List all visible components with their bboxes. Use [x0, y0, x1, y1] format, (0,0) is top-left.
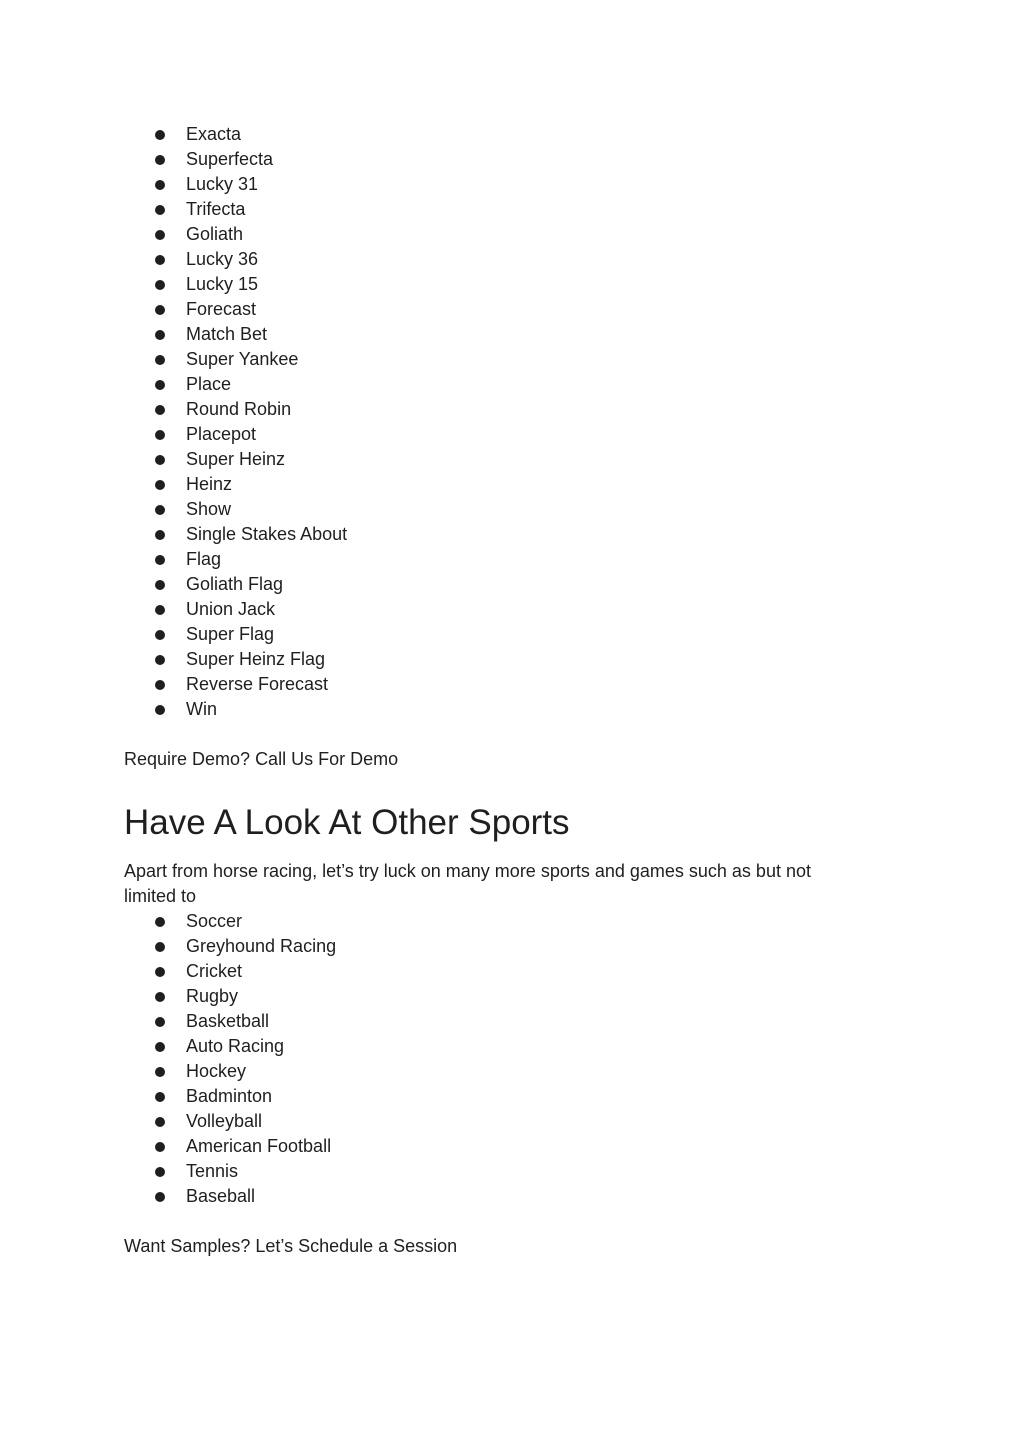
- list-item: American Football: [124, 1134, 884, 1159]
- intro-paragraph: Apart from horse racing, let’s try luck on many more sports and games such as but not limited to: [124, 861, 811, 906]
- bullet-icon: [155, 255, 165, 265]
- list-item: Union Jack: [124, 597, 884, 622]
- list-item: Place: [124, 372, 884, 397]
- samples-cta-text: Want Samples? Let’s Schedule a Session: [124, 1236, 458, 1256]
- bullet-icon: [155, 430, 165, 440]
- list-item: Placepot: [124, 422, 884, 447]
- bullet-icon: [155, 180, 165, 190]
- bullet-icon: [155, 605, 165, 615]
- bullet-icon: [155, 205, 165, 215]
- bullet-icon: [155, 1142, 165, 1152]
- list-item: Cricket: [124, 959, 884, 984]
- demo-cta-text: Require Demo? Call Us For Demo: [124, 749, 399, 769]
- list-item: Volleyball: [124, 1109, 884, 1134]
- bullet-icon: [155, 455, 165, 465]
- list-item: Hockey: [124, 1059, 884, 1084]
- document-page: [124, 122, 884, 1259]
- bullet-icon: [155, 230, 165, 240]
- bullet-icon: [155, 680, 165, 690]
- list-item: Trifecta: [124, 197, 884, 222]
- list-item: Greyhound Racing: [124, 934, 884, 959]
- list-item: Win: [124, 697, 884, 722]
- list-item: Round Robin: [124, 397, 884, 422]
- bullet-icon: [155, 1192, 165, 1202]
- list-item: Super Heinz Flag: [124, 647, 884, 672]
- list-item: Rugby: [124, 984, 884, 1009]
- bullet-icon: [155, 1042, 165, 1052]
- bullet-icon: [155, 330, 165, 340]
- list-item: Auto Racing: [124, 1034, 884, 1059]
- list-item: Lucky 31: [124, 172, 884, 197]
- bullet-icon: [155, 1117, 165, 1127]
- bullet-icon: [155, 1092, 165, 1102]
- bullet-icon: [155, 505, 165, 515]
- list-item: Superfecta: [124, 147, 884, 172]
- list-item: Super Heinz: [124, 447, 884, 472]
- list-item: Super Flag: [124, 622, 884, 647]
- list-item: Reverse Forecast: [124, 672, 884, 697]
- list-item: Lucky 36: [124, 247, 884, 272]
- other-sports-list: [124, 909, 884, 1209]
- bullet-icon: [155, 967, 165, 977]
- bullet-icon: [155, 655, 165, 665]
- list-item: Basketball: [124, 1009, 884, 1034]
- list-item: Soccer: [124, 909, 884, 934]
- list-item: Single Stakes About: [124, 522, 884, 547]
- list-item: Goliath: [124, 222, 884, 247]
- list-item: Goliath Flag: [124, 572, 884, 597]
- list-item: Super Yankee: [124, 347, 884, 372]
- bullet-icon: [155, 580, 165, 590]
- bullet-icon: [155, 155, 165, 165]
- list-item: Tennis: [124, 1159, 884, 1184]
- bullet-icon: [155, 1017, 165, 1027]
- list-item: Lucky 15: [124, 272, 884, 297]
- bullet-icon: [155, 1167, 165, 1177]
- bullet-icon: [155, 280, 165, 290]
- bullet-icon: [155, 405, 165, 415]
- section-heading: Have A Look At Other Sports: [124, 803, 570, 842]
- bullet-icon: [155, 530, 165, 540]
- list-item: Show: [124, 497, 884, 522]
- list-item: Forecast: [124, 297, 884, 322]
- list-item: Match Bet: [124, 322, 884, 347]
- bullet-icon: [155, 942, 165, 952]
- list-item: Flag: [124, 547, 884, 572]
- list-item: Badminton: [124, 1084, 884, 1109]
- bullet-icon: [155, 917, 165, 927]
- bullet-icon: [155, 555, 165, 565]
- list-item: Baseball: [124, 1184, 884, 1209]
- bullet-icon: [155, 130, 165, 140]
- list-item: Heinz: [124, 472, 884, 497]
- list-item: Exacta: [124, 122, 884, 147]
- bullet-icon: [155, 305, 165, 315]
- bullet-icon: [155, 992, 165, 1002]
- bullet-icon: [155, 355, 165, 365]
- bullet-icon: [155, 1067, 165, 1077]
- bullet-icon: [155, 705, 165, 715]
- bullet-icon: [155, 480, 165, 490]
- bullet-icon: [155, 380, 165, 390]
- bullet-icon: [155, 630, 165, 640]
- bet-types-list: [124, 122, 884, 722]
